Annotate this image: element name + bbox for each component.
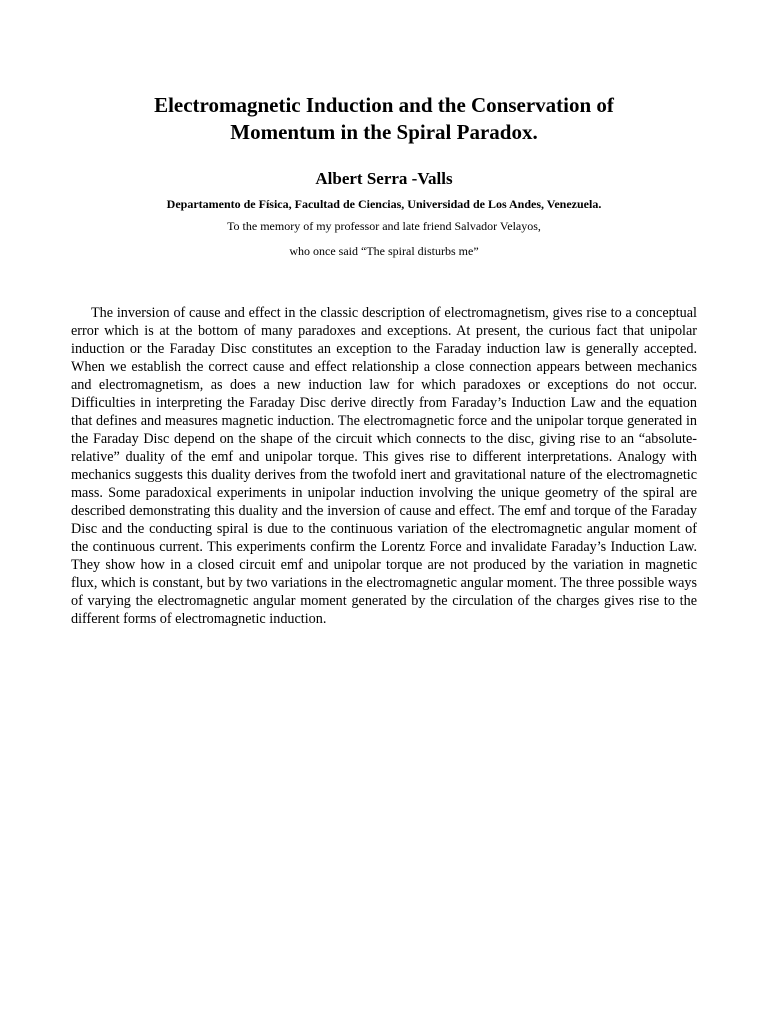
dedication xyxy=(40,218,728,259)
abstract-paragraph: The inversion of cause and effect in the classic description of electromagnetism, gives rise to a conceptual error which is at the bottom of many paradoxes and exceptions. At present, the curious fact that unipolar induction or the Faraday Disc constitutes an exception to the Faraday induction law is generally accepted. When we establish the correct cause and effect relationship a close connection appears between mechanics and electromagnetism, as does a new induction law for which paradoxes or exceptions do not occur. Difficulties in interpreting the Faraday Disc derive directly from Faraday’s Induction Law and the equation that defines and measures magnetic induction. The electromagnetic force and the unipolar torque generated in the Faraday Disc depend on the shape of the circuit which connects to the disc, giving rise to an “absolute-relative” duality of the emf and unipolar torque. This gives rise to different interpretations. Analogy with mechanics suggests this duality derives from the twofold inert and gravitational nature of the electromagnetic mass. Some paradoxical experiments in unipolar induction involving the unique geometry of the spiral are described demonstrating this duality and the inversion of cause and effect. The emf and torque of the Faraday Disc and the conducting spiral is due to the continuous variation of the electromagnetic angular moment of the continuous current. This experiments confirm the Lorentz Force and invalidate Faraday’s Induction Law. They show how in a closed circuit emf and unipolar torque are not produced by the variation in magnetic flux, which is constant, but by two variations in the electromagnetic angular moment. The three possible ways of varying the electromagnetic angular moment generated by the circulation of the charges gives rise to the different forms of electromagnetic induction. xyxy=(71,305,697,627)
author-name: Albert Serra -Valls xyxy=(315,169,453,188)
dedication-line-1: To the memory of my professor and late friend Salvador Velayos, xyxy=(227,219,541,233)
paper-title xyxy=(60,92,708,146)
dedication-line-2: who once said “The spiral disturbs me” xyxy=(289,244,479,258)
paper-title-line-1: Electromagnetic Induction and the Conservation of xyxy=(154,93,614,117)
paper-title-line-2: Momentum in the Spiral Paradox. xyxy=(230,120,538,144)
author-affiliation: Departamento de Física, Facultad de Ciencias, Universidad de Los Andes, Venezuela. xyxy=(166,197,602,211)
